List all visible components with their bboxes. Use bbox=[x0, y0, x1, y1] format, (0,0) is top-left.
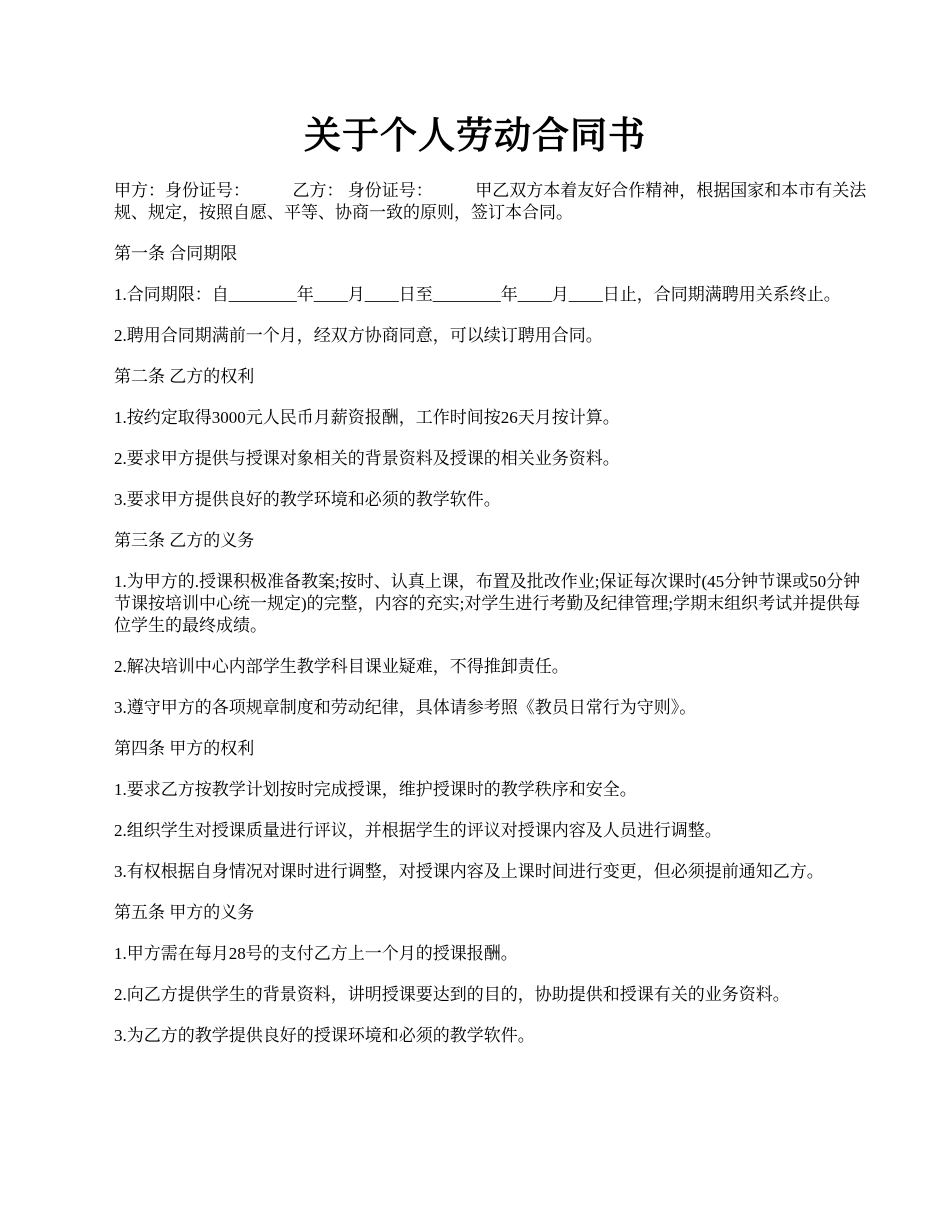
clause-4-2: 2.组织学生对授课质量进行评议，并根据学生的评议对授课内容及人员进行调整。 bbox=[114, 821, 722, 840]
clause-3-1: 1.为甲方的.授课积极准备教案;按时、认真上课，布置及批改作业;保证每次课时(45分钟节课或50分钟节课按培训中心统一规定)的完整，内容的充实;对学生进行考勤及纪律管理;学期末组织考试并提供每位学生的最终成绩。 bbox=[114, 572, 861, 635]
section-heading-2: 第二条 乙方的权利 bbox=[114, 367, 255, 386]
clause-3-3: 3.遵守甲方的各项规章制度和劳动纪律，具体请参考照《教员日常行为守则》。 bbox=[114, 698, 697, 717]
document-body bbox=[114, 180, 874, 1066]
clause-4-1: 1.要求乙方按教学计划按时完成授课，维护授课时的教学秩序和安全。 bbox=[114, 780, 637, 799]
clause-3-2: 2.解决培训中心内部学生教学科目课业疑难，不得推卸责任。 bbox=[114, 657, 569, 676]
clause-4-3: 3.有权根据自身情况对课时进行调整，对授课内容及上课时间进行变更，但必须提前通知乙方。 bbox=[114, 862, 824, 881]
clause-2-1: 1.按约定取得3000元人民币月薪资报酬，工作时间按26天月按计算。 bbox=[114, 408, 620, 427]
intro-paragraph: 甲方：身份证号： 乙方： 身份证号： 甲乙双方本着友好合作精神，根据国家和本市有关法规、规定，按照自愿、平等、协商一致的原则，签订本合同。 bbox=[114, 181, 867, 222]
clause-2-3: 3.要求甲方提供良好的教学环境和必须的教学软件。 bbox=[114, 490, 501, 509]
clause-5-3: 3.为乙方的教学提供良好的授课环境和必须的教学软件。 bbox=[114, 1026, 535, 1045]
section-heading-3: 第三条 乙方的义务 bbox=[114, 531, 255, 550]
clause-2-2: 2.要求甲方提供与授课对象相关的背景资料及授课的相关业务资料。 bbox=[114, 449, 620, 468]
document-title: 关于个人劳动合同书 bbox=[304, 116, 646, 157]
clause-5-1: 1.甲方需在每月28号的支付乙方上一个月的授课报酬。 bbox=[114, 944, 518, 963]
section-heading-4: 第四条 甲方的权利 bbox=[114, 739, 255, 758]
clause-1-2: 2.聘用合同期满前一个月，经双方协商同意，可以续订聘用合同。 bbox=[114, 326, 603, 345]
clause-5-2: 2.向乙方提供学生的背景资料，讲明授课要达到的目的，协助提供和授课有关的业务资料。 bbox=[114, 985, 790, 1004]
section-heading-5: 第五条 甲方的义务 bbox=[114, 903, 255, 922]
clause-1-1: 1.合同期限：自________年____月____日至________年____月____日止，合同期满聘用关系终止。 bbox=[114, 285, 841, 304]
section-heading-1: 第一条 合同期限 bbox=[114, 244, 238, 263]
